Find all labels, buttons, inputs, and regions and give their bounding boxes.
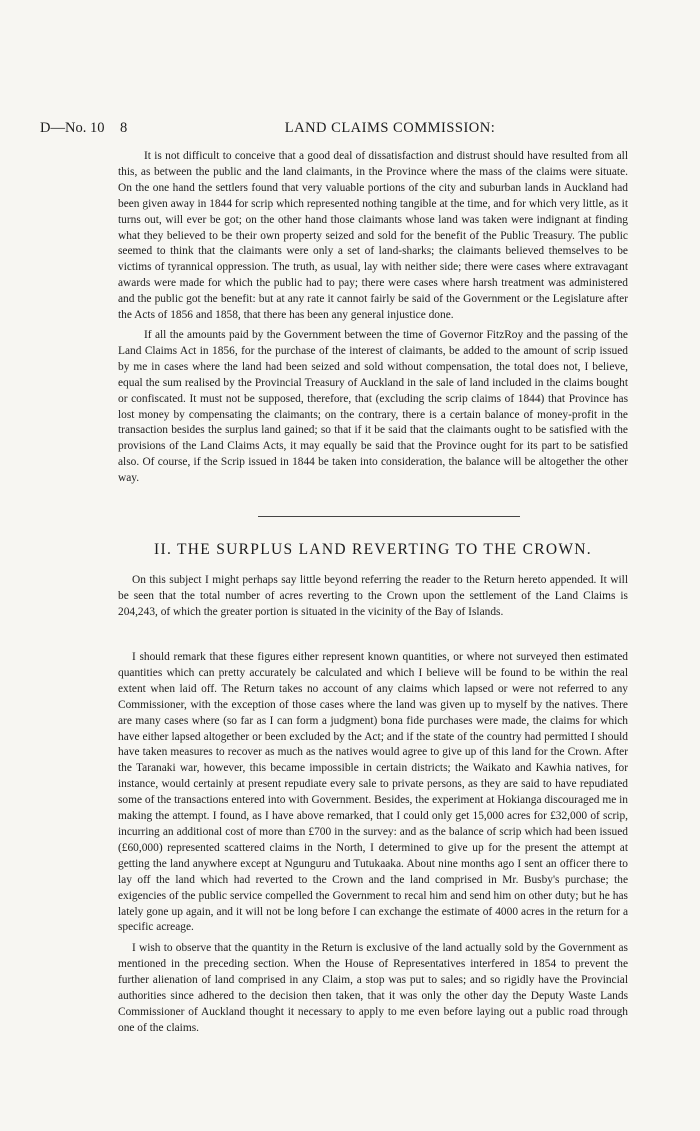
document-reference: D—No. 10 (40, 120, 105, 136)
paragraph-1 (118, 149, 628, 324)
paragraph-text: On this subject I might perhaps say little beyond referring the reader to the Return hereto appended. It will be seen that the total number of acres reverting to the Crown upon the settlement of the Land Claims is 204,243, of which the greater portion is situated in the vicinity of the Bay of Islands. (118, 574, 628, 618)
section-paragraph-1 (118, 573, 628, 621)
paragraph-text: It is not difficult to conceive that a good deal of dissatisfaction and distrust should have resulted from all this, as between the public and the land claimants, in the Province where the mass of the claims were situate. On the one hand the settlers found that very valuable portions of the city and suburban lands in Auckland had been given away in 1844 for scrip which represented nothing tangible at the time, and for which very little, as it turns out, will ever be got; on the other hand those claimants whose land was taken were indignant at finding what they believed to be their own property seized and sold for the benefit of the Public Treasury. The public seemed to think that the claimants were only a set of land-sharks; the claimants believed themselves to be victims of tyrannical oppression. The truth, as usual, lay with neither side; there were cases where extravagant awards were made for which the public had to pay; there were cases where harsh treatment was administered and the public got the benefit: but at any rate it cannot fairly be said of the Government or the Legislature after the Acts of 1856 and 1858, that there has been any general injustice done. (118, 150, 628, 322)
page-number: 8 (120, 120, 128, 136)
section-divider (258, 516, 520, 517)
paragraph-2 (118, 328, 628, 487)
page-title: LAND CLAIMS COMMISSION: (284, 120, 496, 136)
paragraph-text: I wish to observe that the quantity in the Return is exclusive of the land actually sold by the Government as mentioned in the preceding section. When the House of Representatives interfered in 1854 to prevent the further alienation of land comprised in any Claim, a stop was put to sales; and so rigidly have the Provincial authorities since adhered to the decision then taken, that it was only the other day the Deputy Waste Lands Commissioner of Auckland thought it necessary to apply to me even before laying out a public road through one of the claims. (118, 942, 628, 1034)
section-paragraph-2 (118, 650, 628, 936)
paragraph-text: I should remark that these figures either represent known quantities, or where not surveyed then estimated quantities which can pretty accurately be calculated and which I believe will be found to be within the real extent when laid off. The Return takes no account of any claims which lapsed or were not referred to any Commissioner, with the exception of those cases where the land was given up to myself by the natives. There are many cases where (so far as I can form a judgment) bona fide purchases were made, the claims for which have either lapsed altogether or been excluded by the Act; and if the state of the country had permitted I should have taken measures to recover as much as the natives would agree to give up of this land for the Crown. After the Taranaki war, however, this became impossible in certain districts; the Waikato and Kawhia natives, for instance, would certainly at present repudiate every sale to private persons, as they are said to have repudiated some of the transactions entered into with Government. Besides, the experiment at Hokianga discouraged me in making the attempt. I found, as I have above remarked, that I could only get 15,000 acres for £32,000 of scrip, incurring an additional cost of more than £700 in the survey: and as the balance of scrip which had been issued (£60,000) represented scattered claims in the North, I determined to give up for the present the attempt at getting the land anywhere except at Ngunguru and Tutukaaka. About nine months ago I sent an officer there to lay off the land which had reverted to the Crown and the land comprised in Mr. Busby's purchase; the exigencies of the public service compelled the Government to recal him and send him on other duty; but he has lately gone up again, and it will not be long before I can exchange the estimate of 4000 acres in the return for a specific acreage. (118, 651, 628, 934)
paragraph-text: If all the amounts paid by the Government between the time of Governor FitzRoy and the passing of the Land Claims Act in 1856, for the purchase of the interest of claimants, be added to the amount of scrip issued by me in cases where the land had been seized and sold without compensation, the total does not, I believe, equal the sum realised by the Provincial Treasury of Auckland in the sale of land included in the claims bought or confiscated. It must not be supposed, therefore, that (excluding the scrip claims of 1844) that Province has lost money by compensating the claimants; on the contrary, there is a certain balance of money-profit in the transaction besides the surplus land gained; so that if it be said that the claimants ought to be satisfied with the provisions of the Land Claims Acts, it may equally be said that the Province ought for its part to be satisfied also. Of course, if the Scrip issued in 1844 be taken into consideration, the balance will be altogether the other way. (118, 329, 628, 485)
section-heading: II. THE SURPLUS LAND REVERTING TO THE CROWN. (154, 541, 592, 558)
page-header (40, 120, 660, 142)
section-paragraph-3 (118, 941, 628, 1036)
